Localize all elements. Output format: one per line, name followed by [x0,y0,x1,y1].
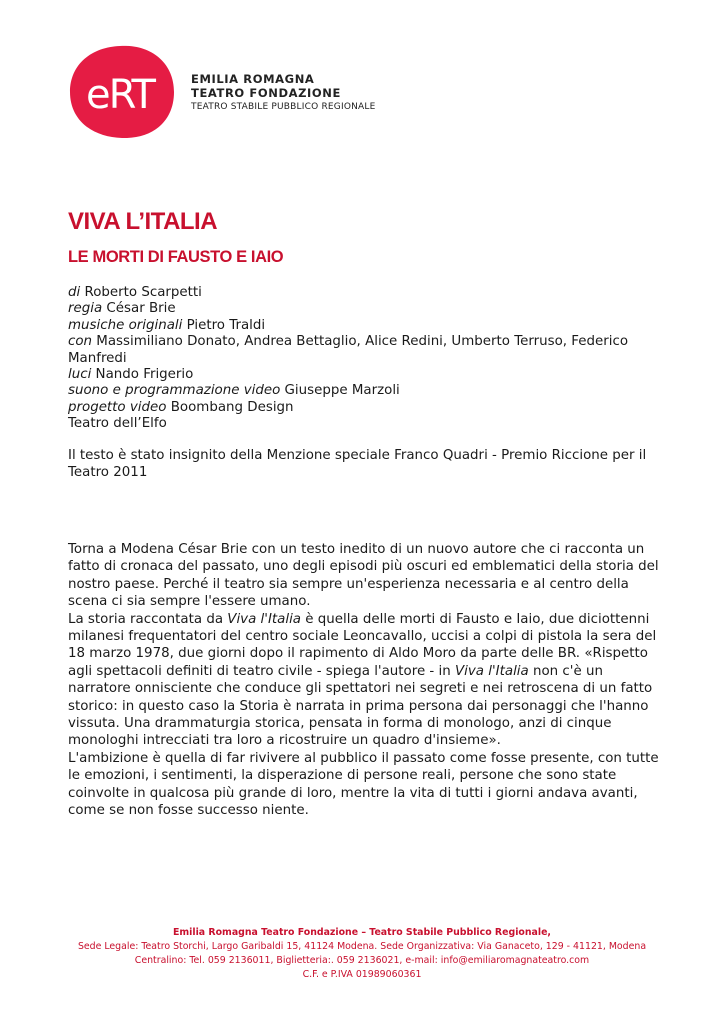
credit-role: regia [68,301,103,317]
credit-row [68,334,658,367]
credit-role: di [68,285,81,300]
text-segment: La storia raccontata da [68,611,228,627]
show-title-inline: Viva l'Italia [455,663,529,679]
org-name-line1: EMILIA ROMAGNA [191,72,315,86]
description-paragraph-2 [68,611,660,750]
credits-list [68,285,658,433]
text-segment: è quella delle morti di Fausto e Iaio, due diciottenni milanesi frequentatori del centro sociale Leoncavallo, uccisi a colpi di pistola la sera del 18 marzo 1978, due giorni dopo il rapimento di Aldo Moro da parte delle BR. «Rispetto agli spettacoli definiti di teatro civile - spiega l'autore - in [68,611,657,679]
credit-name: Teatro dell’Elfo [68,416,167,432]
credit-row [68,383,658,399]
footer-line-3: Centralino: Tel. 059 2136011, Biglietteria:. 059 2136021, e-mail: info@emiliaromagnateatro.com [134,955,590,966]
credit-role: musiche originali [68,317,183,333]
description [68,541,660,820]
credit-row [68,318,658,334]
credit-name: Pietro Traldi [182,317,266,333]
footer-line-4: C.F. e P.IVA 01989060361 [302,969,422,980]
text-segment: non c'è un narratore onnisciente che conduce gli spettatori nei segreti e nei retroscena di un fatto storico: in questo caso la Storia è narrata in prima persona dai personaggi che l'hanno vissuta. Una drammaturgia storica, pensata in forma di monologo, anzi di cinque monologhi intrecciati tra loro a ricostruire un quadro d'insieme». [68,663,653,749]
credit-name: César Brie [102,301,176,317]
credit-role: con [68,334,93,350]
show-title: VIVA L’ITALIA [68,208,218,235]
footer [0,926,724,982]
credit-name: Boombang Design [166,399,294,415]
organization-name [191,72,376,114]
show-subtitle: LE MORTI DI FAUSTO E IAIO [68,248,284,266]
footer-line-2: Sede Legale: Teatro Storchi, Largo Garibaldi 15, 41124 Modena. Sede Organizzativa: Via Ganaceto, 129 - 41121, Modena [77,941,647,952]
credit-row [68,285,658,301]
credit-name: Giuseppe Marzoli [280,383,400,399]
footer-line-1: Emilia Romagna Teatro Fondazione – Teatro Stabile Pubblico Regionale, [172,927,551,938]
logo-text: eRT [86,72,154,118]
description-paragraph-1: Torna a Modena César Brie con un testo inedito di un nuovo autore che ci racconta un fatto di cronaca del passato, uno degli episodi più oscuri ed emblematici della storia del nostro paese. Perché il teatro sia sempre un'esperienza necessaria e al centro della scena ci sia sempre l'essere umano. [68,542,659,610]
credit-name: Massimiliano Donato, Andrea Bettaglio, Alice Redini, Umberto Terruso, Federico Manfredi [68,334,629,366]
credit-row [68,400,658,416]
ert-logo-mark [68,44,176,140]
show-title-inline: Viva l'Italia [227,611,302,627]
credit-role: progetto video [68,399,167,415]
credit-row [68,367,658,383]
credit-name: Roberto Scarpetti [80,285,202,300]
credit-role: suono e programmazione video [68,383,281,399]
org-name-line2: TEATRO FONDAZIONE [191,86,341,100]
description-paragraph-3: L'ambizione è quella di far rivivere al pubblico il passato come fosse presente, con tutte le emozioni, i sentimenti, la disperazione di persone reali, persone che sono state coinvolte in qualcosa più grande di loro, mentre la vita di tutti i giorni andava avanti, come se non fosse successo niente. [68,750,659,819]
credit-role: luci [68,367,92,383]
award-note: Il testo è stato insignito della Menzione speciale Franco Quadri - Premio Riccione per il Teatro 2011 [68,448,647,480]
org-name-line3: TEATRO STABILE PUBBLICO REGIONALE [191,102,376,112]
ert-logo [68,44,176,140]
credit-row [68,301,658,317]
credit-name: Nando Frigerio [91,367,194,383]
credit-row [68,416,658,432]
